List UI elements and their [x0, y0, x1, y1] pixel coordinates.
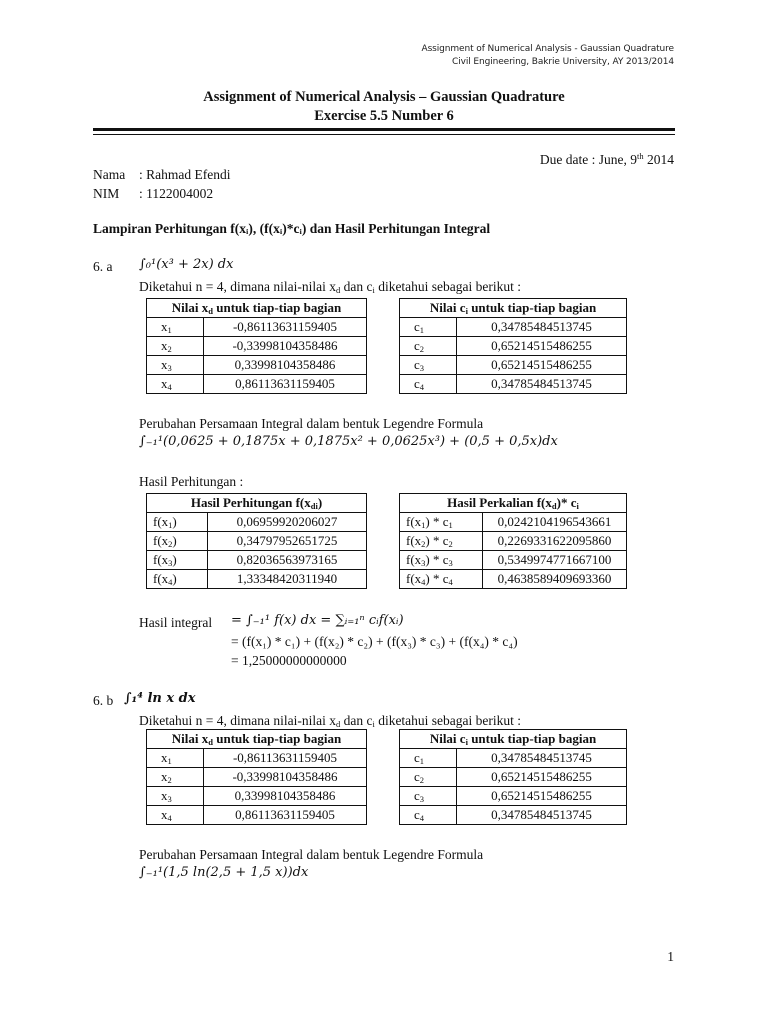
table-x-a [146, 298, 367, 394]
intro-mid-b: dan c [340, 713, 373, 728]
intro-end-b: diketahui sebagai berikut : [374, 713, 522, 728]
document-subtitle: Exercise 5.5 Number 6 [314, 108, 454, 124]
running-header-subtitle: Civil Engineering, Bakrie University, AY 2013/2014 [452, 57, 674, 67]
table-fc-a [399, 493, 627, 589]
table-row: $c_1$ 0,34785484513745 [400, 749, 627, 768]
table-c-a [399, 298, 627, 394]
table-row: $x_3$ 0,33998104358486 [147, 787, 367, 806]
table-row: $f(x_3)$ 0,82036563973165 [147, 551, 367, 570]
hasil-label: Hasil Perhitungan : [139, 474, 244, 489]
intro-sub2-b: i [372, 719, 375, 729]
table-row: $x_2$ -0,33998104358486 [147, 337, 367, 356]
table-row: $f(x_4)$ 1,33348420311940 [147, 570, 367, 589]
table-row: $c_1$ 0,34785484513745 [400, 318, 627, 337]
part-a-intro [139, 279, 521, 295]
table-row: $c_4$ 0,34785484513745 [400, 806, 627, 825]
legendre-formula-a: ∫₋₁¹(0,0625 + 0,1875x + 0,1875x² + 0,0625x³) + (0,5 + 0,5x)dx [139, 434, 558, 449]
legendre-formula-b: ∫₋₁¹(1,5 ln(2,5 + 1,5 x))dx [139, 865, 309, 880]
table-row: $x_2$ -0,33998104358486 [147, 768, 367, 787]
page-number: 1 [667, 949, 674, 964]
table-row: $f(x_2) * c_2$ 0,2269331622095860 [400, 532, 627, 551]
nim-value: : 1122004002 [139, 186, 214, 201]
table-row: $x_1$ -0,86113631159405 [147, 749, 367, 768]
title-rule-thin [93, 134, 675, 135]
section-heading: Lampiran Perhitungan f(xᵢ), (f(xᵢ)*cᵢ) dan Hasil Perhitungan Integral [93, 221, 491, 236]
legendre-text-a: Perubahan Persamaan Integral dalam bentuk Legendre Formula [139, 416, 484, 431]
table-row: $f(x_2)$ 0,34797952651725 [147, 532, 367, 551]
intro-mid: dan c [340, 279, 373, 294]
integral-line-2: = (f(x₁) * c₁) + (f(x₂) * c₂) + (f(x₃) * c₃) + (f(x₄) * c₄) [231, 634, 518, 649]
table-x-b [146, 729, 367, 825]
table-c-header: Nilai $c_i$ untuk tiap-tiap bagian [400, 299, 627, 318]
table-row: $f(x_1) * c_1$ 0,0242104196543661 [400, 513, 627, 532]
integral-line-1: = ∫₋₁¹ f(x) dx = ∑ᵢ₌₁ⁿ cᵢf(xᵢ) [231, 613, 404, 628]
table-row: $x_1$ -0,86113631159405 [147, 318, 367, 337]
table-f-header: Hasil Perhitungan $f(x_{di})$ [147, 494, 367, 513]
integral-line-3: = 1,25000000000000 [231, 653, 347, 668]
part-a-integral: ∫₀¹(x³ + 2x) dx [139, 257, 234, 272]
table-row: $f(x_3) * c_3$ 0,5349974771667100 [400, 551, 627, 570]
intro-text-b: Diketahui n = 4, dimana nilai-nilai x [139, 713, 336, 728]
due-date-text: Due date : June, 9 [539, 152, 637, 167]
table-row: $f(x_1)$ 0,06959920206027 [147, 513, 367, 532]
table-x-header: Nilai $x_d$ untuk tiap-tiap bagian [147, 299, 367, 318]
title-rule-thick [93, 128, 675, 131]
intro-text: Diketahui n = 4, dimana nilai-nilai x [139, 279, 336, 294]
part-b-label: 6. b [93, 693, 114, 708]
part-b-intro [139, 713, 521, 729]
integral-label: Hasil integral [139, 615, 213, 630]
intro-sub: d [335, 285, 341, 295]
table-row: $x_4$ 0,86113631159405 [147, 806, 367, 825]
part-a-label: 6. a [93, 259, 113, 274]
name-value: : Rahmad Efendi [139, 167, 231, 182]
table-row: $c_3$ 0,65214515486255 [400, 356, 627, 375]
table-c-header: Nilai $c_i$ untuk tiap-tiap bagian [400, 730, 627, 749]
table-row: $f(x_4) * c_4$ 0,4638589409693360 [400, 570, 627, 589]
table-x-header: Nilai $x_d$ untuk tiap-tiap bagian [147, 730, 367, 749]
table-row: $c_3$ 0,65214515486255 [400, 787, 627, 806]
intro-sub2: i [372, 285, 375, 295]
due-date [540, 152, 674, 168]
table-row: $x_3$ 0,33998104358486 [147, 356, 367, 375]
table-row: $x_4$ 0,86113631159405 [147, 375, 367, 394]
intro-sub-b: d [335, 719, 341, 729]
legendre-text-b: Perubahan Persamaan Integral dalam bentuk Legendre Formula [139, 847, 484, 862]
table-fc-header: Hasil Perkalian $f(x_d)*$ $c_i$ [400, 494, 627, 513]
part-b-integral: ∫₁⁴ ln x dx [124, 691, 196, 706]
table-row: $c_2$ 0,65214515486255 [400, 337, 627, 356]
table-row: $c_2$ 0,65214515486255 [400, 768, 627, 787]
due-date-sup: th [637, 151, 644, 161]
due-date-year: 2014 [643, 152, 674, 167]
table-c-b [399, 729, 627, 825]
name-label: Nama [93, 167, 126, 182]
intro-end: diketahui sebagai berikut : [374, 279, 522, 294]
nim-label: NIM [93, 186, 120, 201]
running-header-title: Assignment of Numerical Analysis - Gaussian Quadrature [421, 44, 674, 54]
table-row: $c_4$ 0,34785484513745 [400, 375, 627, 394]
table-f-a [146, 493, 367, 589]
document-title: Assignment of Numerical Analysis – Gaussian Quadrature [203, 89, 565, 105]
